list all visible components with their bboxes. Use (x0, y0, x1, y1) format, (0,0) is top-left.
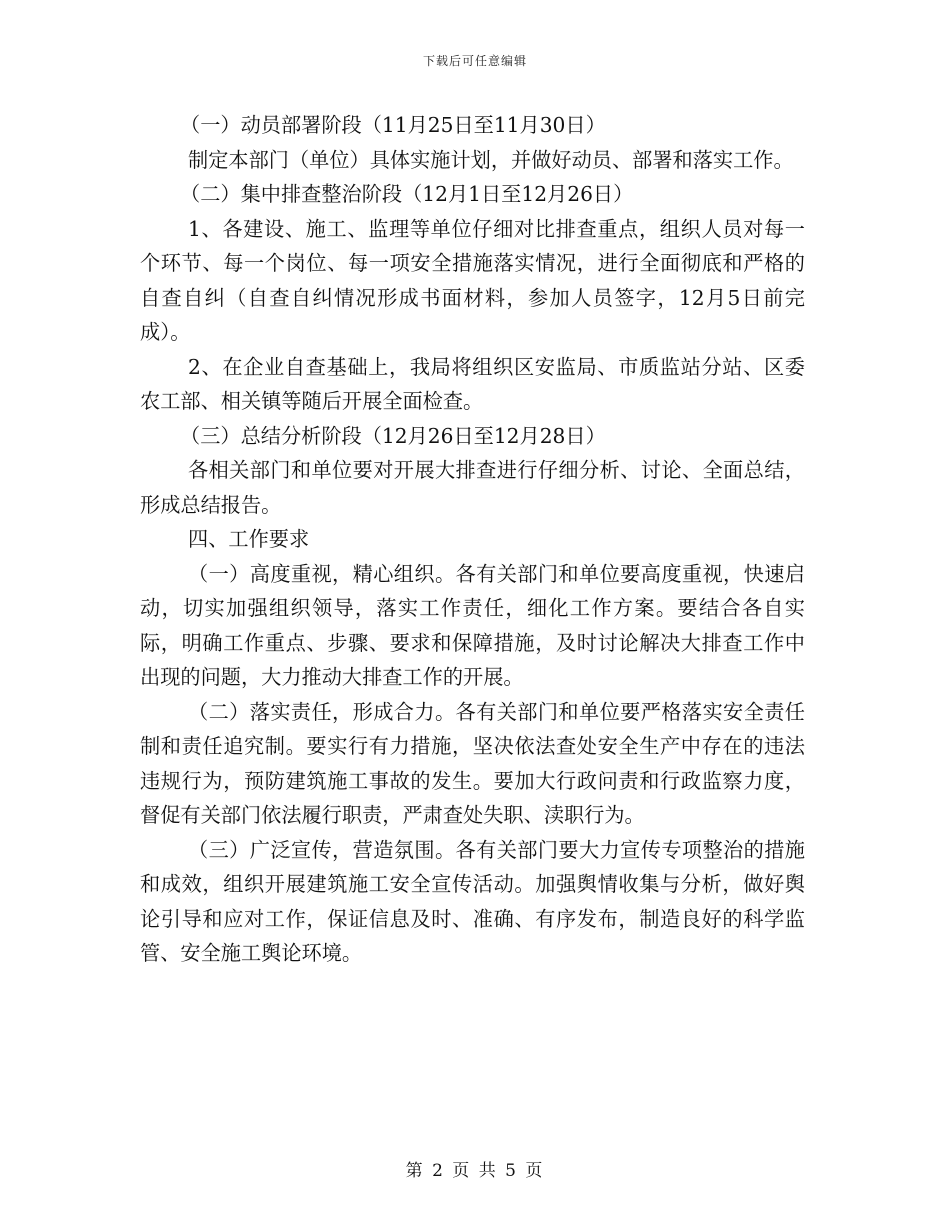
document-body (140, 108, 805, 971)
paragraph-requirement-publicity: （三）广泛宣传，营造氛围。各有关部门要大力宣传专项整治的措施和成效，组织开展建筑施工安全宣传活动。加强舆情收集与分析，做好舆论引导和应对工作，保证信息及时、准确、有序发布，制造良好的科学监管、安全施工舆论环境。 (140, 837, 805, 965)
paragraph-requirement-responsibility: （二）落实责任，形成合力。各有关部门和单位要严格落实安全责任制和责任追究制。要实行有力措施，坚决依法查处安全生产中存在的违法违规行为，预防建筑施工事故的发生。要加大行政问责和行政监察力度，督促有关部门依法履行职责，严肃查处失职、渎职行为。 (140, 699, 805, 827)
section-heading-summary: （三）总结分析阶段（12月26日至12月28日） (180, 423, 606, 448)
page-header-note: 下载后可任意编辑 (422, 54, 527, 68)
page-number-footer: 第 2 页 共 5 页 (405, 1161, 545, 1181)
section-heading-requirements: 四、工作要求 (188, 527, 310, 551)
paragraph-summary-report: 各相关部门和单位要对开展大排查进行仔细分析、讨论、全面总结，形成总结报告。 (140, 458, 805, 517)
paragraph-self-inspection: 1、各建设、施工、监理等单位仔细对比排查重点，组织人员对每一个环节、每一个岗位、每一项安全措施落实情况，进行全面彻底和严格的自查自纠（自查自纠情况形成书面材料，参加人员签字，12月5日前完成）。 (140, 216, 805, 344)
section-heading-mobilization: （一）动员部署阶段（11月25日至11月30日） (180, 113, 606, 137)
paragraph-bureau-inspection: 2、在企业自查基础上，我局将组织区安监局、市质监站分站、区委农工部、相关镇等随后开展全面检查。 (140, 354, 805, 413)
paragraph-requirement-organization: （一）高度重视，精心组织。各有关部门和单位要高度重视，快速启动，切实加强组织领导，落实工作责任，细化工作方案。要结合各自实际，明确工作重点、步骤、要求和保障措施，及时讨论解决大排查工作中出现的问题，大力推动大排查工作的开展。 (140, 561, 805, 689)
paragraph-mobilization-plan: 制定本部门（单位）具体实施计划，并做好动员、部署和落实工作。 (188, 147, 794, 172)
section-heading-inspection: （二）集中排查整治阶段（12月1日至12月26日） (180, 182, 634, 206)
